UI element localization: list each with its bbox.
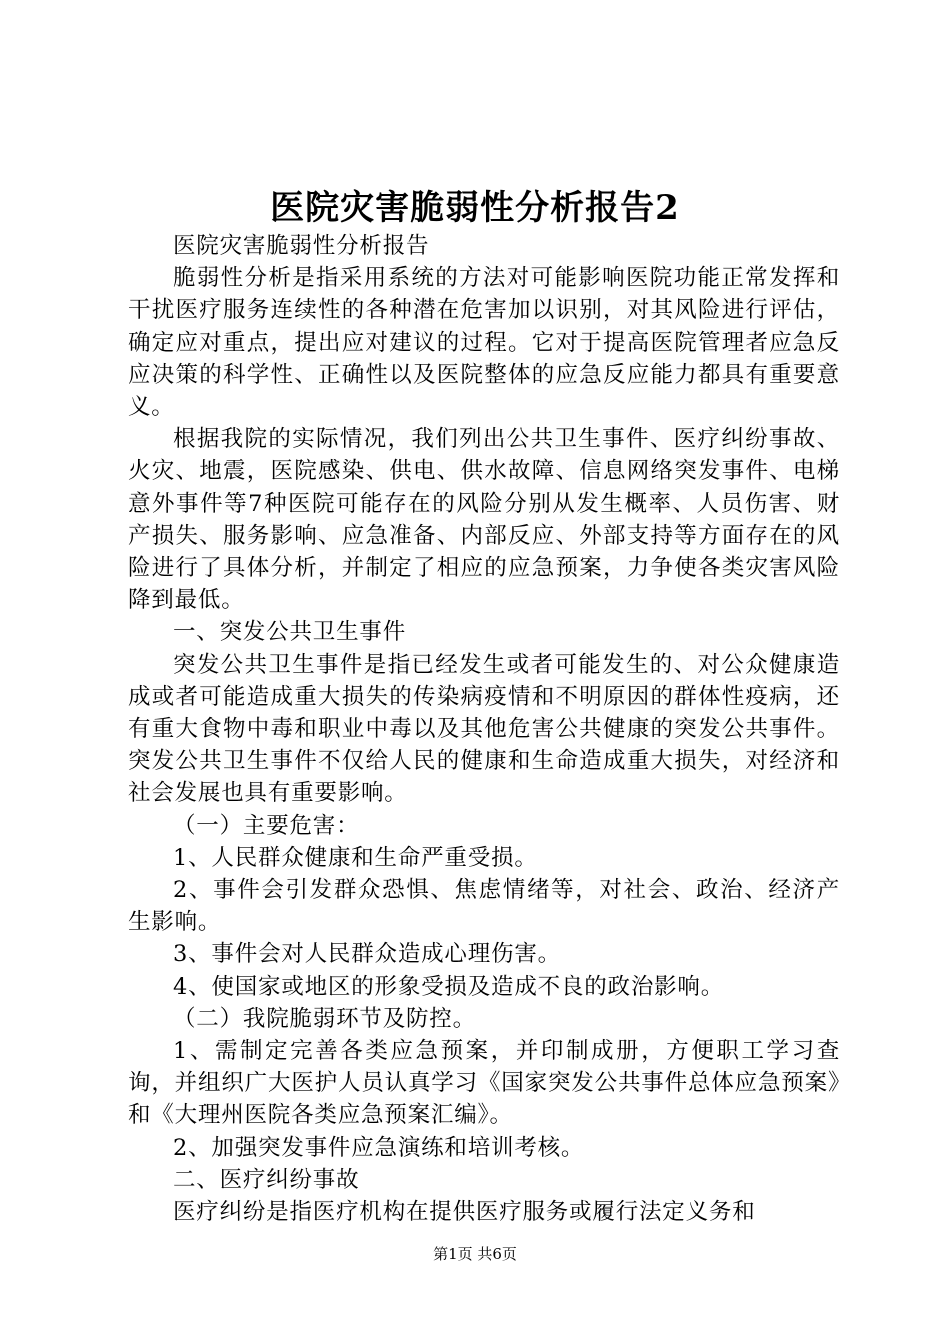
- list-item: 2、加强突发事件应急演练和培训考核。: [173, 1134, 585, 1161]
- page-number-footer: 第1页 共6页: [433, 1245, 517, 1263]
- list-item: 4、使国家或地区的形象受损及造成不良的政治影响。: [173, 973, 725, 1000]
- document-title: 医院灾害脆弱性分析报告2: [270, 188, 680, 228]
- subsection-heading: （二）我院脆弱环节及防控。: [173, 1005, 476, 1032]
- list-item: 3、事件会对人民群众造成心理伤害。: [173, 941, 561, 968]
- body-paragraph: 突发公共卫生事件是指已经发生或者可能发生的、对公众健康造成或者可能造成重大损失的传染病疫情和不明原因的群体性疫病，还有重大食物中毒和职业中毒以及其他危害公共健康的突发公共事件。突发公共卫生事件不仅给人民的健康和生命造成重大损失，对经济和社会发展也具有重要影响。: [128, 651, 840, 807]
- list-item: 1、人民群众健康和生命严重受损。: [173, 844, 538, 871]
- list-item: 2、事件会引发群众恐惧、焦虑情绪等，对社会、政治、经济产生影响。: [128, 877, 840, 936]
- subsection-heading: （一）主要危害：: [173, 812, 360, 839]
- body-paragraph: 脆弱性分析是指采用系统的方法对可能影响医院功能正常发挥和干扰医疗服务连续性的各种潜在危害加以识别，对其风险进行评估，确定应对重点，提出应对建议的过程。它对于提高医院管理者应急反应决策的科学性、正确性以及医院整体的应急反应能力都具有重要意义。: [128, 265, 840, 421]
- body-paragraph: 医疗纠纷是指医疗机构在提供医疗服务或履行法定义务和: [173, 1199, 756, 1226]
- document-body: [128, 230, 840, 1228]
- subtitle-paragraph: 医院灾害脆弱性分析报告: [173, 233, 430, 259]
- list-item: 1、需制定完善各类应急预案，并印制成册，方便职工学习查询，并组织广大医护人员认真学习《国家突发公共事件总体应急预案》和《大理州医院各类应急预案汇编》。: [128, 1038, 840, 1129]
- body-paragraph: 根据我院的实际情况，我们列出公共卫生事件、医疗纠纷事故、火灾、地震，医院感染、供电、供水故障、信息网络突发事件、电梯意外事件等7种医院可能存在的风险分别从发生概率、人员伤害、财产损失、服务影响、应急准备、内部反应、外部支持等方面存在的风险进行了具体分析，并制定了相应的应急预案，力争使各类灾害风险降到最低。: [128, 426, 840, 614]
- section-heading: 二、医疗纠纷事故: [173, 1166, 360, 1193]
- section-heading: 一、突发公共卫生事件: [173, 619, 407, 646]
